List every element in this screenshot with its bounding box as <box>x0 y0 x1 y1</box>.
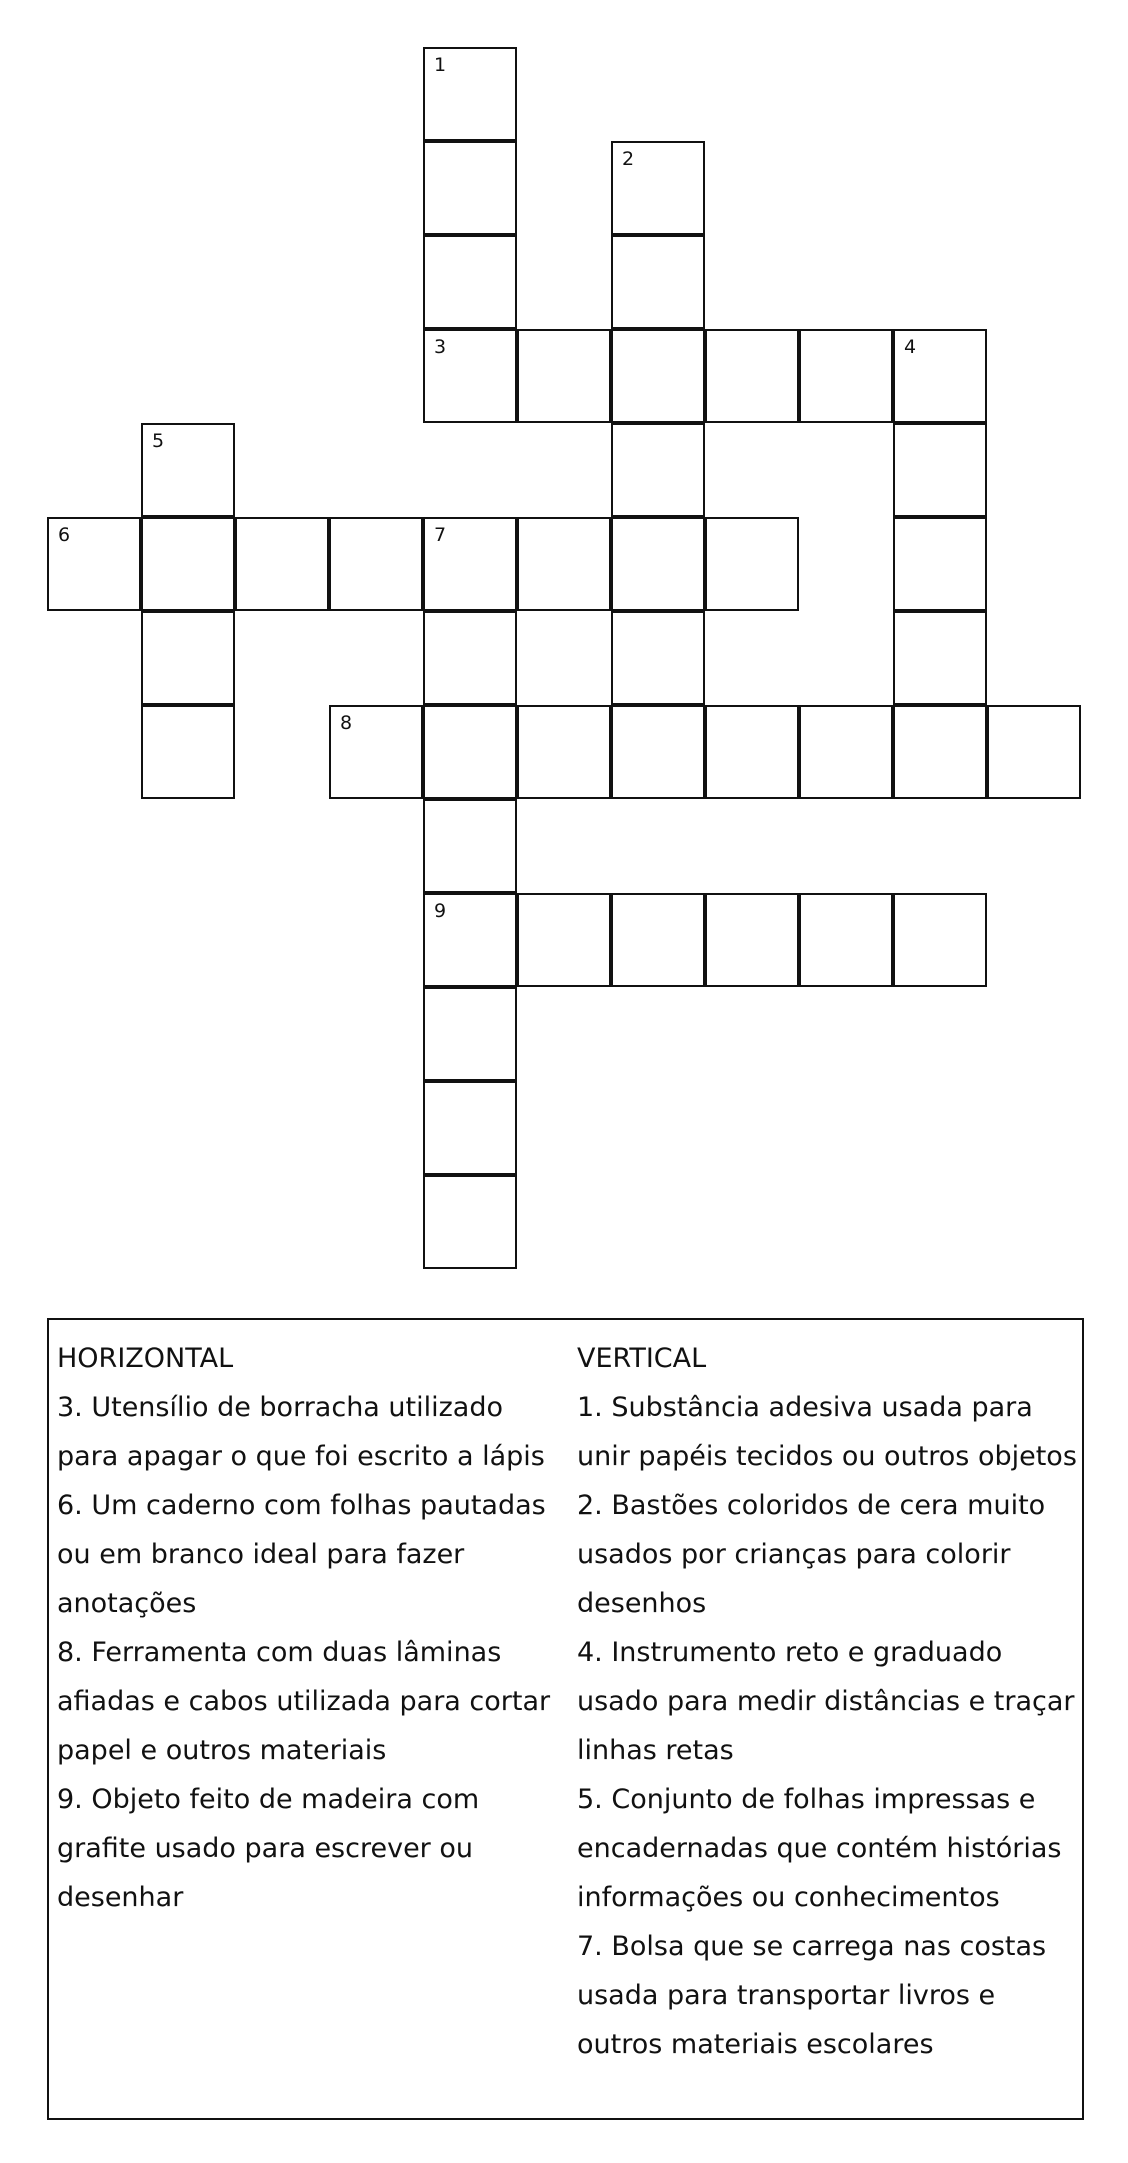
clue-vertical-4: 4. Instrumento reto e graduado usado para medir distâncias e traçar linhas retas <box>577 1637 1075 1766</box>
grid-cell[interactable] <box>705 893 799 987</box>
grid-cell[interactable] <box>611 705 705 799</box>
horizontal-clues <box>57 1334 565 1922</box>
grid-cell[interactable] <box>235 517 329 611</box>
grid-cell[interactable] <box>423 141 517 235</box>
grid-cell[interactable] <box>423 705 517 799</box>
grid-cell[interactable] <box>611 235 705 329</box>
grid-cell[interactable] <box>893 705 987 799</box>
clue-horizontal-9: 9. Objeto feito de madeira com grafite usado para escrever ou desenhar <box>57 1784 480 1913</box>
grid-cell[interactable] <box>47 517 141 611</box>
grid-cell[interactable] <box>423 611 517 705</box>
grid-cell[interactable] <box>517 893 611 987</box>
grid-cell[interactable] <box>705 329 799 423</box>
grid-cell[interactable] <box>423 987 517 1081</box>
grid-cell[interactable] <box>329 705 423 799</box>
grid-cell[interactable] <box>611 329 705 423</box>
clue-number: 2 <box>622 148 635 170</box>
grid-cell[interactable] <box>893 893 987 987</box>
grid-cell[interactable] <box>329 517 423 611</box>
horizontal-title: HORIZONTAL <box>57 1343 234 1374</box>
grid-cell[interactable] <box>141 705 235 799</box>
grid-cell[interactable] <box>517 329 611 423</box>
clue-number: 1 <box>434 54 447 76</box>
clue-vertical-5: 5. Conjunto de folhas impressas e encadernadas que contém histórias informações ou conhecimentos <box>577 1784 1062 1913</box>
clue-horizontal-3: 3. Utensílio de borracha utilizado para apagar o que foi escrito a lápis <box>57 1392 545 1472</box>
clue-number: 3 <box>434 336 447 358</box>
vertical-clues <box>577 1334 1082 2069</box>
grid-cell[interactable] <box>423 799 517 893</box>
grid-cell[interactable] <box>705 517 799 611</box>
grid-cell[interactable] <box>141 517 235 611</box>
grid-cell[interactable] <box>141 423 235 517</box>
grid-cell[interactable] <box>611 517 705 611</box>
clue-horizontal-6: 6. Um caderno com folhas pautadas ou em branco ideal para fazer anotações <box>57 1490 546 1619</box>
grid-cell[interactable] <box>517 517 611 611</box>
grid-cell[interactable] <box>705 705 799 799</box>
grid-cell[interactable] <box>423 329 517 423</box>
clue-vertical-2: 2. Bastões coloridos de cera muito usados por crianças para colorir desenhos <box>577 1490 1046 1619</box>
grid-cell[interactable] <box>893 329 987 423</box>
clue-number: 7 <box>434 524 447 546</box>
clues-box <box>47 1318 1084 2120</box>
clue-number: 9 <box>434 900 447 922</box>
clue-number: 5 <box>152 430 165 452</box>
grid-cell[interactable] <box>141 611 235 705</box>
grid-cell[interactable] <box>799 705 893 799</box>
grid-cell[interactable] <box>517 705 611 799</box>
grid-cell[interactable] <box>423 517 517 611</box>
grid-cell[interactable] <box>611 141 705 235</box>
grid-cell[interactable] <box>799 893 893 987</box>
clue-number: 6 <box>58 524 71 546</box>
grid-cell[interactable] <box>423 235 517 329</box>
grid-cell[interactable] <box>611 423 705 517</box>
clue-number: 4 <box>904 336 917 358</box>
clue-number: 8 <box>340 712 353 734</box>
grid-cell[interactable] <box>423 47 517 141</box>
grid-cell[interactable] <box>893 611 987 705</box>
grid-cell[interactable] <box>893 517 987 611</box>
grid-cell[interactable] <box>893 423 987 517</box>
grid-cell[interactable] <box>423 1175 517 1269</box>
clue-vertical-7: 7. Bolsa que se carrega nas costas usada para transportar livros e outros materiais escolares <box>577 1931 1047 2060</box>
grid-cell[interactable] <box>987 705 1081 799</box>
clue-vertical-1: 1. Substância adesiva usada para unir papéis tecidos ou outros objetos <box>577 1392 1077 1472</box>
grid-cell[interactable] <box>423 893 517 987</box>
grid-cell[interactable] <box>423 1081 517 1175</box>
vertical-title: VERTICAL <box>577 1343 707 1374</box>
clue-horizontal-8: 8. Ferramenta com duas lâminas afiadas e cabos utilizada para cortar papel e outros materiais <box>57 1637 551 1766</box>
grid-cell[interactable] <box>799 329 893 423</box>
grid-cell[interactable] <box>611 893 705 987</box>
grid-cell[interactable] <box>611 611 705 705</box>
